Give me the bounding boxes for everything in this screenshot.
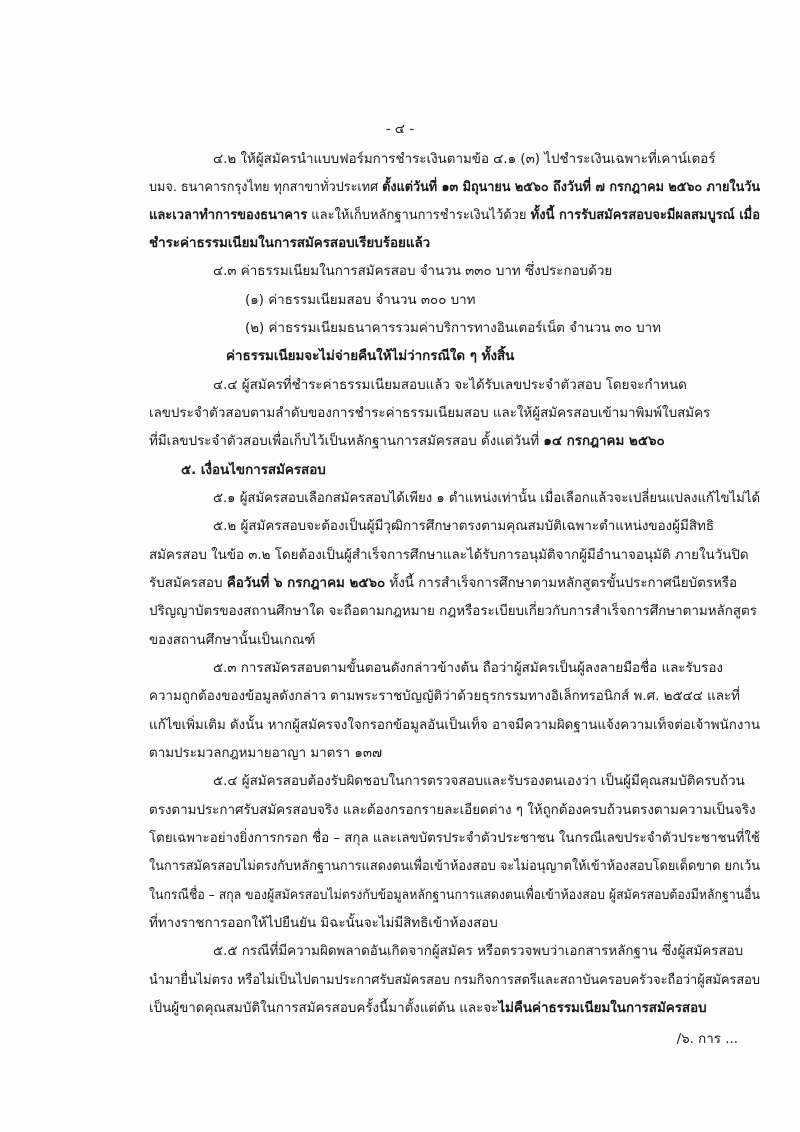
para-5-4-line-2: ตรงตามประกาศรับสมัครสอบจริง และต้องกรอกรายละเอียดต่าง ๆ ให้ถูกต้องครบถ้วนตรงตามความเป็นจริง xyxy=(149,803,756,818)
para-4-2-date-range: ตั้งแต่วันที่ ๑๓ มิถุนายน ๒๕๖๐ ถึงวันที่ ๗ กรกฎาคม ๒๕๖๐ ภายในวัน xyxy=(382,180,761,195)
page-number: - ๔ - xyxy=(385,122,415,137)
para-5-2-line-2: สมัครสอบ ในข้อ ๓.๒ โดยต้องเป็นผู้สำเร็จการศึกษาและได้รับการอนุมัติจากผู้มีอำนาจอนุมัติ ภายในวันปิด xyxy=(149,548,749,563)
para-5-2-text-cont: ทั้งนี้ การสำเร็จการศึกษาตามหลักสูตรขั้นประกาศนียบัตรหรือ xyxy=(385,576,738,591)
para-4-4-date: ๑๔ กรกฎาคม ๒๕๖๐ xyxy=(543,434,665,449)
section-5-heading: ๕. เงื่อนไขการสมัครสอบ xyxy=(181,463,326,478)
para-5-5-line-2: นำมายื่นไม่ตรง หรือไม่เป็นไปตามประกาศรับสมัครสอบ กรมกิจการสตรีและสถาบันครอบครัวจะถือว่าผู้สมัครสอบ xyxy=(149,973,760,988)
para-4-2-line-3 xyxy=(149,206,760,226)
para-4-3-fee-exam: (๑) ค่าธรรมเนียมสอบ จำนวน ๓๐๐ บาท xyxy=(245,293,476,308)
para-4-2-text: บมจ. ธนาคารกรุงไทย ทุกสาขาทั่วประเทศ xyxy=(149,180,383,195)
next-page-marker: /๖. การ ... xyxy=(676,1032,738,1047)
para-5-3-line-1: ๕.๓ การสมัครสอบตามขั้นตอนดังกล่าวข้างต้น ถือว่าผู้สมัครเป็นผู้ลงลายมือชื่อ และรับรอง xyxy=(213,661,723,676)
para-5-5-text: เป็นผู้ขาดคุณสมบัติในการสมัครสอบครั้งนี้มาตั้งแต่ต้น และจะ xyxy=(149,1001,499,1016)
para-4-3-fee-bank: (๒) ค่าธรรมเนียมธนาคารรวมค่าบริการทางอินเตอร์เน็ต จำนวน ๓๐ บาท xyxy=(245,321,661,336)
para-5-2-line-4: ปริญญาบัตรของสถานศึกษาใด จะถือตามกฎหมาย กฎหรือระเบียบเกี่ยวกับการสำเร็จการศึกษาตามหลักสูตร xyxy=(149,604,757,619)
para-5-4-line-6: ที่ทางราชการออกให้ไปยืนยัน มิฉะนั้นจะไม่มีสิทธิเข้าห้องสอบ xyxy=(149,916,498,931)
para-5-5-no-refund: ไม่คืนค่าธรรมเนียมในการสมัครสอบ xyxy=(498,1001,707,1016)
para-4-2-bank-hours: และเวลาทำการของธนาคาร xyxy=(149,208,308,223)
para-5-2-line-1: ๕.๒ ผู้สมัครสอบจะต้องเป็นผู้มีวุฒิการศึกษาตรงตามคุณสมบัติเฉพาะตำแหน่งของผู้มีสิทธิ xyxy=(213,519,715,534)
para-4-4-line-1: ๔.๔ ผู้สมัครที่ชำระค่าธรรมเนียมสอบแล้ว จะได้รับเลขประจำตัวสอบ โดยจะกำหนด xyxy=(213,378,687,393)
para-4-2-condition: ทั้งนี้ การรับสมัครสอบจะมีผลสมบูรณ์ เมื่อ xyxy=(530,208,760,223)
para-5-1-line-1: ๕.๑ ผู้สมัครสอบเลือกสมัครสอบได้เพียง ๑ ตำแหน่งเท่านั้น เมื่อเลือกแล้วจะเปลี่ยนแปลงแก้ไขไม่ได้ xyxy=(213,491,761,506)
para-4-4-line-2: เลขประจำตัวสอบตามลำดับของการชำระค่าธรรมเนียมสอบ และให้ผู้สมัครสอบเข้ามาพิมพ์ใบสมัคร xyxy=(149,406,711,421)
para-4-4-text: ที่มีเลขประจำตัวสอบเพื่อเก็บไว้เป็นหลักฐานการสมัครสอบ ตั้งแต่วันที่ xyxy=(149,434,544,449)
para-4-2-line-2 xyxy=(149,178,760,198)
para-5-5-line-1: ๕.๕ กรณีที่มีความผิดพลาดอันเกิดจากผู้สมัคร หรือตรวจพบว่าเอกสารหลักฐาน ซึ่งผู้สมัครสอบ xyxy=(213,944,744,959)
para-5-4-line-1: ๕.๔ ผู้สมัครสอบต้องรับผิดชอบในการตรวจสอบและรับรองตนเองว่า เป็นผู้มีคุณสมบัติครบถ้วน xyxy=(213,774,745,789)
para-5-2-line-5: ของสถานศึกษานั้นเป็นเกณฑ์ xyxy=(149,633,316,648)
para-5-4-line-4: ในการสมัครสอบไม่ตรงกับหลักฐานการแสดงตนเพื่อเข้าห้องสอบ จะไม่อนุญาตให้เข้าห้องสอบโดยเด็ดขาด ยกเว้น xyxy=(149,859,760,874)
para-4-2-line-4: ชำระค่าธรรมเนียมในการสมัครสอบเรียบร้อยแล้ว xyxy=(149,236,431,251)
para-5-2-close-date: คือวันที่ ๖ กรกฎาคม ๒๕๖๐ xyxy=(226,576,386,591)
para-5-3-line-4: ตามประมวลกฎหมายอาญา มาตรา ๑๓๗ xyxy=(149,746,383,761)
para-5-2-line-3 xyxy=(149,574,737,594)
para-4-3-line-1: ๔.๓ ค่าธรรมเนียมในการสมัครสอบ จำนวน ๓๓๐ บาท ซึ่งประกอบด้วย xyxy=(213,264,613,279)
para-5-2-text: รับสมัครสอบ xyxy=(149,576,227,591)
para-5-3-line-2: ความถูกต้องของข้อมูลดังกล่าว ตามพระราชบัญญัติว่าด้วยธุรกรรมทางอิเล็กทรอนิกส์ พ.ศ. ๒๕๔๔ และที่ xyxy=(149,689,740,704)
para-4-2-line-1: ๔.๒ ให้ผู้สมัครนำแบบฟอร์มการชำระเงินตามข้อ ๔.๑ (๓) ไปชำระเงินเฉพาะที่เคาน์เตอร์ xyxy=(213,152,716,167)
para-5-4-line-3: โดยเฉพาะอย่างยิ่งการกรอก ชื่อ – สกุล และเลขบัตรประจำตัวประชาชน ในกรณีเลขประจำตัวประชาชนที่ใช้ xyxy=(149,831,760,846)
para-4-3-no-refund: ค่าธรรมเนียมจะไม่จ่ายคืนให้ไม่ว่ากรณีใด ๆ ทั้งสิ้น xyxy=(226,349,515,364)
para-4-4-line-3 xyxy=(149,432,665,452)
para-4-2-keep-receipt: และให้เก็บหลักฐานการชำระเงินไว้ด้วย xyxy=(307,208,531,223)
para-5-5-line-3 xyxy=(149,999,707,1019)
para-5-4-line-5: ในกรณีชื่อ – สกุล ของผู้สมัครสอบไม่ตรงกับข้อมูลหลักฐานการแสดงตนเพื่อเข้าห้องสอบ ผู้สมัครสอบต้องมีหลักฐานอื่น xyxy=(149,888,760,903)
para-5-3-line-3: แก้ไขเพิ่มเติม ดังนั้น หากผู้สมัครจงใจกรอกข้อมูลอันเป็นเท็จ อาจมีความผิดฐานแจ้งความเท็จต่อเจ้าพนักงาน xyxy=(149,718,760,733)
